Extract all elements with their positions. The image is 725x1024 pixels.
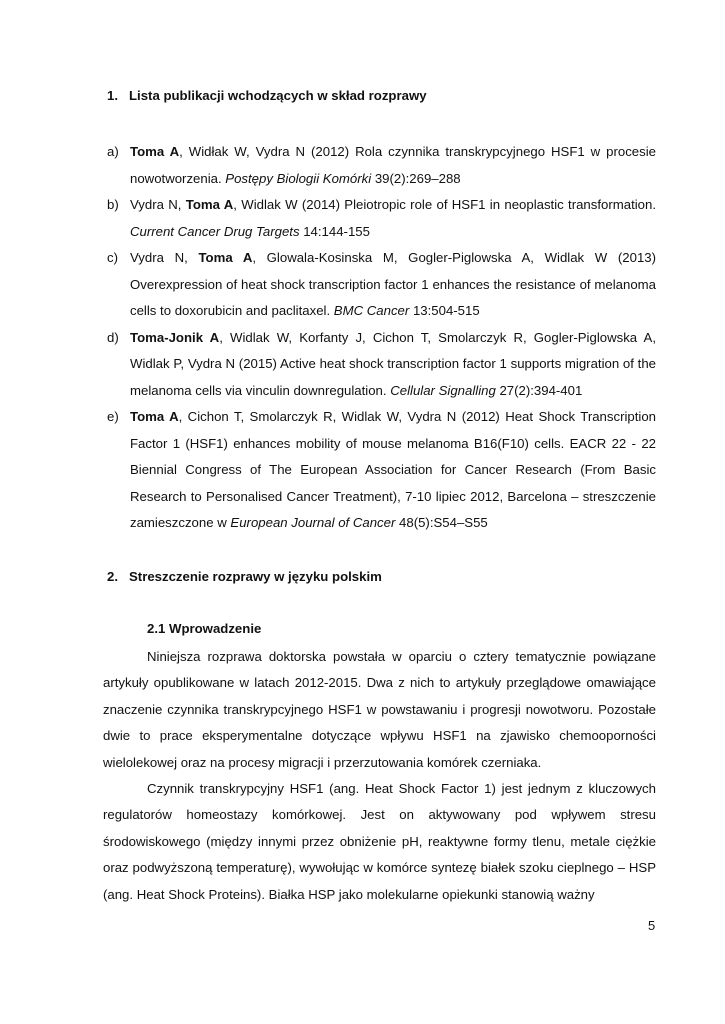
publication-item-e bbox=[107, 404, 656, 537]
publication-letter: c) bbox=[107, 250, 118, 265]
publication-list bbox=[107, 139, 656, 537]
page-number: 5 bbox=[648, 918, 656, 933]
section-1-number: 1. bbox=[107, 88, 118, 103]
publication-journal: Current Cancer Drug Targets bbox=[130, 223, 300, 239]
section-1-heading bbox=[107, 88, 427, 103]
publication-authors-before: Vydra N, bbox=[130, 197, 186, 212]
publication-letter: e) bbox=[107, 409, 119, 424]
publication-citation: 13:504-515 bbox=[409, 303, 480, 318]
publication-citation: 39(2):269–288 bbox=[371, 170, 461, 186]
body-paragraph-2: Czynnik transkrypcyjny HSF1 (ang. Heat Shock Factor 1) jest jednym z kluczowych regulatorów homeostazy komórkowej. Jest on aktywowany pod wpływem stresu środowiskowego (między innymi przez obniżenie pH, reaktywne formy tlenu, metale ciężkie oraz podwyższoną temperaturę), wywołując w komórce syntezę białek szoku cieplnego – HSP (ang. Heat Shock Proteins). Białka HSP jako molekularne opiekunki stanowią ważny bbox=[103, 781, 656, 902]
publication-item-b bbox=[107, 192, 656, 245]
publication-citation: 14:144-155 bbox=[299, 223, 370, 239]
publication-author-bold: Toma A bbox=[130, 409, 179, 424]
publication-journal: Postępy Biologii Komórki bbox=[225, 170, 372, 186]
publication-author-bold: Toma A bbox=[130, 144, 180, 159]
publication-letter: d) bbox=[107, 329, 119, 345]
publication-letter: b) bbox=[107, 197, 119, 212]
publication-journal: European Journal of Cancer bbox=[230, 515, 396, 530]
publication-journal: BMC Cancer bbox=[333, 303, 410, 318]
publication-author-bold: Toma-Jonik A bbox=[130, 329, 220, 345]
section-1-title: Lista publikacji wchodzących w skład rozprawy bbox=[129, 88, 427, 103]
publication-journal: Cellular Signalling bbox=[390, 382, 496, 398]
publication-text: , Widlak W, Korfanty J, Cichon T, Smolarczyk R, Gogler-Piglowska A, Widlak P, Vydra N (2015) Active heat shock transcription factor 1 supports migration of the melanoma cells via vinculin downregulation. bbox=[130, 329, 656, 398]
publication-citation: 27(2):394-401 bbox=[495, 382, 583, 398]
section-2-heading bbox=[107, 569, 382, 584]
section-2-title: Streszczenie rozprawy w języku polskim bbox=[129, 569, 382, 584]
publication-letter: a) bbox=[107, 144, 119, 159]
publication-authors-before: Vydra N, bbox=[130, 250, 199, 265]
publication-text: , Widlak W (2014) Pleiotropic role of HSF1 in neoplastic transformation. bbox=[233, 197, 656, 212]
publication-text: , Widłak W, Vydra N (2012) Rola czynnika transkrypcyjnego HSF1 w procesie nowotworzenia. bbox=[130, 144, 656, 186]
publication-text: , Cichon T, Smolarczyk R, Widlak W, Vydra N (2012) Heat Shock Transcription Factor 1 (HSF1) enhances mobility of mouse melanoma B16(F10) cells. EACR 22 - 22 Biennial Congress of The European Association for Cancer Research (From Basic Research to Personalised Cancer Treatment), 7-10 lipiec 2012, Barcelona – streszczenie zamieszczone w bbox=[130, 409, 656, 530]
publication-item-a bbox=[107, 139, 656, 192]
body-paragraph-1: Niniejsza rozprawa doktorska powstała w oparciu o cztery tematycznie powiązane artykuły opublikowane w latach 2012-2015. Dwa z nich to artykuły przeglądowe omawiające znaczenie czynnika transkrypcyjnego HSF1 w powstawaniu i progresji nowotworu. Pozostałe dwie to prace eksperymentalne dotyczące wpływu HSF1 na zjawisko chemooporności wielolekowej oraz na procesy migracji i przerzutowania komórek czerniaka. bbox=[103, 649, 656, 770]
section-2-number: 2. bbox=[107, 569, 118, 584]
subsection-heading: 2.1 Wprowadzenie bbox=[147, 621, 262, 636]
publication-author-bold: Toma A bbox=[198, 250, 253, 265]
publication-citation: 48(5):S54–S55 bbox=[395, 515, 488, 530]
publication-author-bold: Toma A bbox=[185, 197, 234, 212]
publication-item-c bbox=[107, 245, 656, 325]
publication-item-d bbox=[107, 325, 656, 405]
publication-text: , Glowala-Kosinska M, Gogler-Piglowska A, Widlak W (2013) Overexpression of heat shock transcription factor 1 enhances the resistance of melanoma cells to doxorubicin and paclitaxel. bbox=[130, 250, 657, 318]
